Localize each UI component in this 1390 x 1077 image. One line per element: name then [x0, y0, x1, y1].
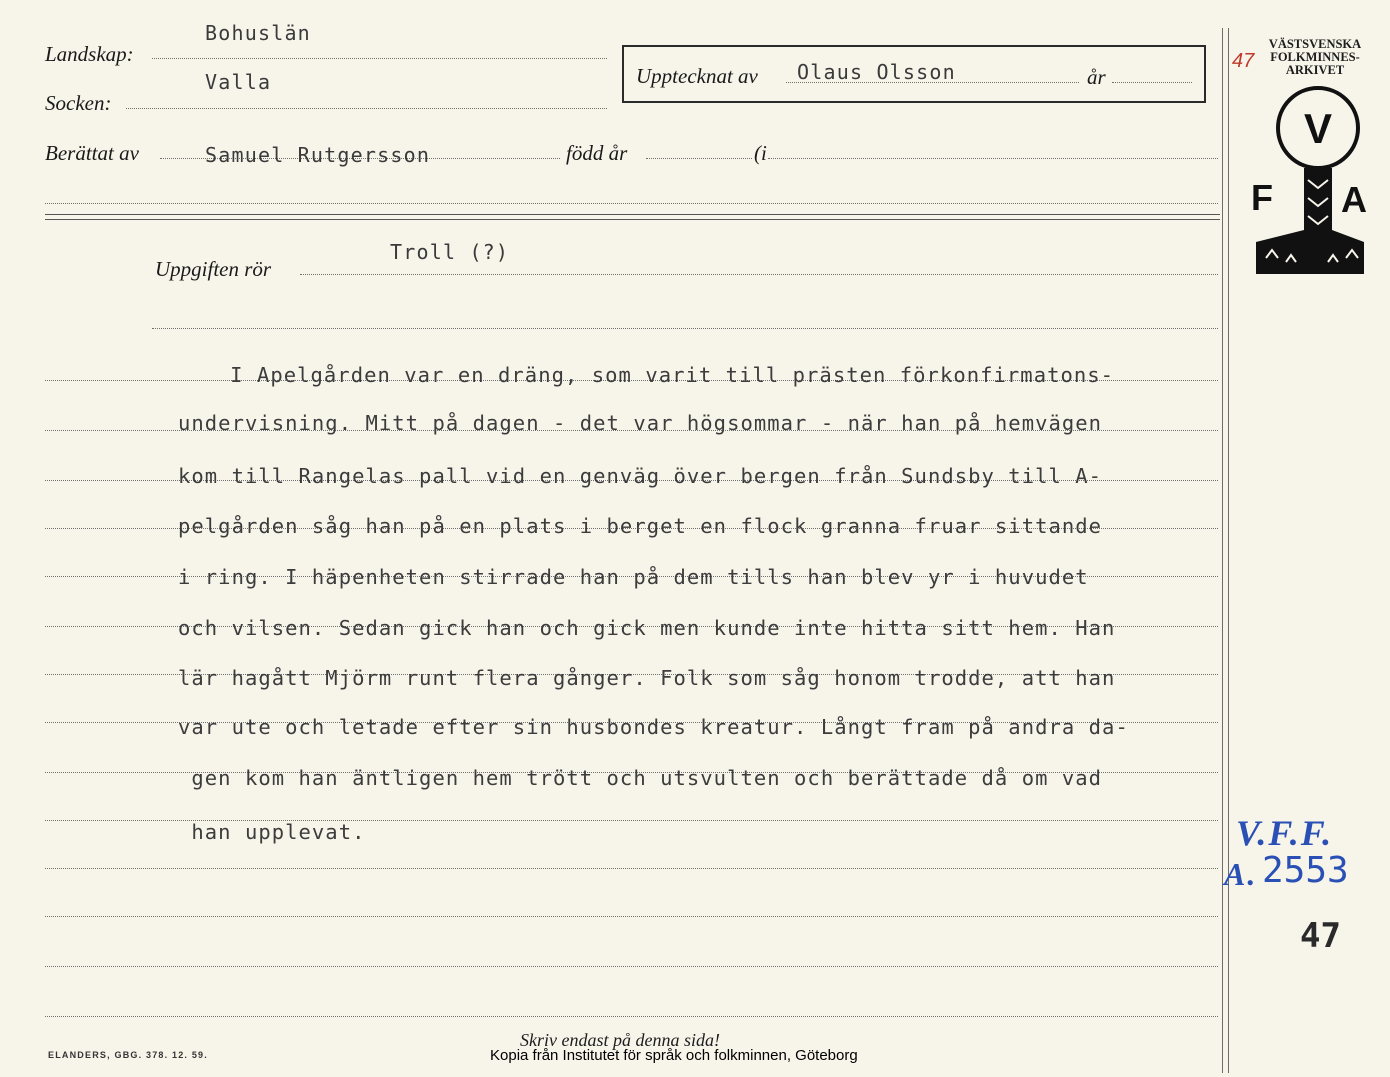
body-line: lär hagått Mjörm runt flera gånger. Folk som såg honom trodde, att han [178, 666, 1116, 690]
body-line: var ute och letade efter sin husbondes kreatur. Långt fram på andra da- [178, 715, 1129, 739]
header-rule-1 [45, 214, 1220, 215]
copy-notice: Kopia från Institutet för språk och folkminnen, Göteborg [490, 1047, 858, 1064]
logo-a-letter: A [1341, 179, 1367, 220]
berattat-value: Samuel Rutgersson [205, 143, 431, 167]
header-blank-line [45, 203, 1218, 204]
fodd-line-2 [768, 158, 1218, 159]
landskap-value: Bohuslän [205, 21, 311, 45]
fodd-line [646, 158, 752, 159]
body-line: han upplevat. [178, 820, 366, 844]
ruled-line [45, 868, 1218, 869]
fodd-label: född år [566, 141, 628, 165]
ruled-line [45, 1016, 1218, 1017]
landskap-label: Landskap: [45, 42, 134, 66]
socken-value: Valla [205, 70, 272, 94]
ruled-line [45, 916, 1218, 917]
ruled-line [45, 966, 1218, 967]
upptecknat-value: Olaus Olsson [797, 60, 956, 84]
uppgiften-label: Uppgiften rör [155, 257, 272, 281]
archive-logo-icon [1244, 80, 1376, 285]
form-instruction: Skriv endast på denna sida! [520, 1030, 720, 1050]
printer-imprint: ELANDERS, GBG. 378. 12. 59. [48, 1050, 208, 1060]
logo-v-letter: V [1303, 105, 1333, 152]
stamp-number: 2553 [1262, 850, 1349, 891]
socken-label: Socken: [45, 91, 112, 115]
uppgiften-value: Troll (?) [390, 240, 510, 264]
ar-line [1112, 82, 1192, 83]
landskap-line [152, 58, 607, 59]
body-line: I Apelgården var en dräng, som varit till prästen förkonfirmatons- [190, 363, 1115, 387]
page-number: 47 [1300, 916, 1341, 956]
body-line: i ring. I häpenheten stirrade han på dem tills han blev yr i huvudet [178, 565, 1089, 589]
body-line: undervisning. Mitt på dagen - det var högsommar - när han på hemvägen [178, 411, 1103, 435]
body-line: pelgården såg han på en plats i berget en flock granna fruar sittande [178, 514, 1103, 538]
archive-name-line: VÄSTSVENSKA [1268, 37, 1362, 51]
body-line: kom till Rangelas pall vid en genväg över bergen från Sundsby till A- [178, 464, 1103, 488]
uppgiften-line-2 [152, 328, 1218, 329]
archive-name-line: FOLKMINNES- [1270, 50, 1360, 64]
archive-name-line: ARKIVET [1285, 63, 1345, 77]
upptecknat-label: Upptecknat av [636, 64, 758, 88]
body-line: och vilsen. Sedan gick han och gick men kunde inte hitta sitt hem. Han [178, 616, 1116, 640]
socken-line [126, 108, 607, 109]
fodd-paren: (i [754, 141, 767, 165]
right-margin-rule [1222, 28, 1223, 1073]
body-line: gen kom han äntligen hem trött och utsvulten och berättade då om vad [178, 766, 1103, 790]
right-margin-rule-2 [1228, 28, 1229, 1073]
logo-f-letter: F [1251, 177, 1273, 218]
berattat-label: Berättat av [45, 141, 139, 165]
stamp-prefix: A. [1224, 856, 1258, 892]
header-rule-2 [45, 219, 1220, 220]
uppgiften-line [300, 274, 1218, 275]
handwritten-number: 47 [1232, 50, 1255, 72]
ar-label: år [1087, 65, 1106, 89]
archive-stamp: V.F.F. [1236, 813, 1334, 853]
archive-name [1255, 38, 1375, 77]
